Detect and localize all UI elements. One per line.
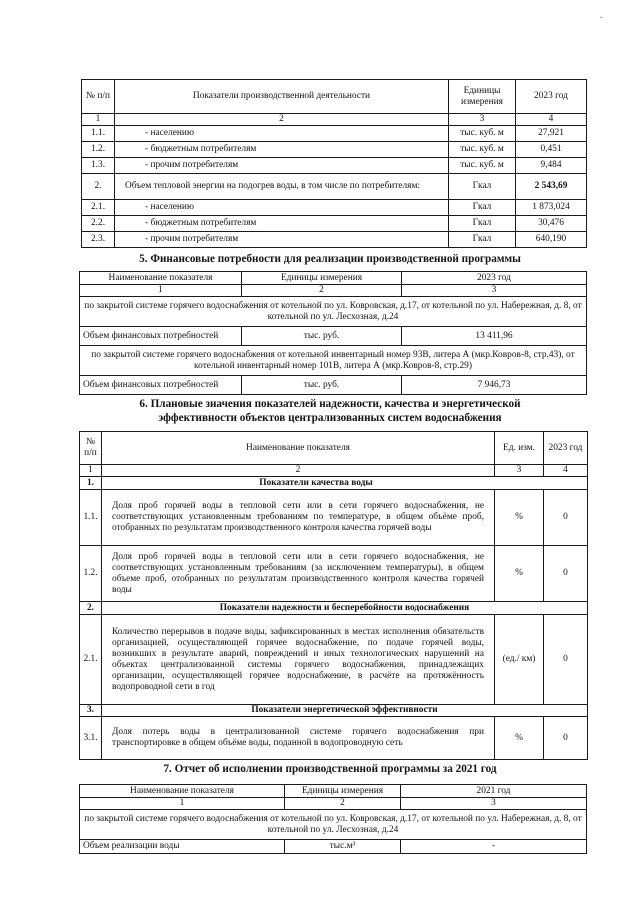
row-unit: тыс. куб. м: [449, 158, 516, 174]
reliability-indicators-table: [79, 431, 588, 760]
row-name: Объем финансовых потребностей: [80, 327, 242, 346]
table-row: [82, 200, 587, 216]
program-report-table: [79, 784, 587, 854]
row-name: - населению: [115, 126, 449, 142]
table-row: [82, 142, 587, 158]
index-cell: 3: [401, 798, 587, 810]
row-value: 30,476: [516, 216, 587, 232]
row-name: Объем финансовых потребностей: [80, 376, 242, 395]
index-cell: 2: [242, 285, 402, 297]
row-num: 1.1.: [82, 126, 115, 142]
category-num: 1.: [80, 477, 102, 490]
table-row: [82, 216, 587, 232]
category-title: Показатели энергетической эффективности: [102, 705, 588, 717]
category-title: Показатели качества воды: [102, 477, 588, 490]
row-num: 2.3.: [82, 232, 115, 248]
table-row: [80, 717, 588, 760]
col-header-year: 2021 год: [401, 785, 587, 798]
row-value: 0: [544, 615, 588, 705]
row-num: 2.1.: [82, 200, 115, 216]
row-unit: тыс. руб.: [242, 327, 402, 346]
row-num: 1.1.: [80, 490, 102, 546]
index-cell: 3: [495, 465, 544, 477]
row-unit: %: [495, 546, 544, 602]
table-row: [80, 376, 587, 395]
row-value: 27,921: [516, 126, 587, 142]
index-cell: 4: [516, 114, 587, 126]
table-row: [82, 174, 587, 200]
row-unit: тыс. куб. м: [449, 126, 516, 142]
row-name: Объем тепловой энергии на подогрев воды, в том числе по потребителям:: [115, 174, 449, 200]
row-num: 2.: [82, 174, 115, 200]
col-header-unit: Единицы измерения: [242, 272, 402, 285]
col-header-name: Наименование показателя: [102, 432, 495, 465]
index-cell: 2: [285, 798, 401, 810]
category-num: 2.: [80, 602, 102, 615]
row-unit: Гкал: [449, 232, 516, 248]
financial-needs-table: [79, 271, 587, 395]
row-num: 2.2.: [82, 216, 115, 232]
row-unit: тыс. куб. м: [449, 142, 516, 158]
table-row: [80, 327, 587, 346]
row-unit: %: [495, 490, 544, 546]
row-unit: тыс.м³: [285, 840, 401, 854]
row-name: - прочим потребителям: [115, 232, 449, 248]
row-value: 0: [544, 546, 588, 602]
col-header-unit: Ед. изм.: [495, 432, 544, 465]
row-name: - бюджетным потребителям: [115, 216, 449, 232]
row-unit: Гкал: [449, 200, 516, 216]
table-row: [80, 490, 588, 546]
section-5-title: 5. Финансовые потребности для реализации производственной программы: [139, 253, 521, 265]
index-cell: 3: [402, 285, 587, 297]
row-name: Доля потерь воды в централизованной системе горячего водоснабжения при транспортировке в общем объёме воды, поданной в водопроводную сеть: [102, 717, 495, 760]
row-value: -: [401, 840, 587, 854]
group-heading: по закрытой системе горячего водоснабжения от котельной по ул. Ковровская, д.17, от котельной по ул. Набережная, д. 8, от котельной по ул. Лесхозная, д.24: [80, 810, 587, 840]
col-header-year: 2023 год: [516, 80, 587, 114]
index-cell: 1: [80, 285, 242, 297]
row-name: Объем реализации воды: [80, 840, 285, 854]
row-num: 1.2.: [80, 546, 102, 602]
row-num: 2.1.: [80, 615, 102, 705]
col-header-name: Наименование показателя: [80, 272, 242, 285]
col-header-num: № п/п: [82, 80, 115, 114]
row-value: 0: [544, 490, 588, 546]
row-unit: (ед./ км): [495, 615, 544, 705]
group-heading: по закрытой системе горячего водоснабжения от котельной инвентарный номер 93В, литера А (мкр.Ковров-8, стр.43), от котельной инвентарный номер 101В, литера А (мкр.Ковров-8, стр.29): [80, 346, 587, 376]
row-value: 2 543,69: [516, 174, 587, 200]
index-cell: 2: [102, 465, 495, 477]
row-name: Доля проб горячей воды в тепловой сети или в сети горячего водоснабжения, не соответствующих установленным требованиям (за исключением температуры), в общем объеме проб, отобранных по результатам производственного контроля качества горячей воды: [102, 546, 495, 602]
index-cell: 4: [544, 465, 588, 477]
group-heading: по закрытой системе горячего водоснабжения от котельной по ул. Ковровская, д.17, от котельной по ул. Набережная, д. 8, от котельной по ул. Лесхозная, д.24: [80, 297, 587, 327]
table-row: [80, 840, 587, 854]
row-unit: Гкал: [449, 216, 516, 232]
col-header-unit: Единицы измерения: [449, 80, 516, 114]
row-value: 0: [544, 717, 588, 760]
row-value: 1 873,024: [516, 200, 587, 216]
scan-mark: -: [600, 12, 603, 22]
section-6-title-line-1: 6. Плановые значения показателей надежности, качества и энергетической: [139, 398, 521, 410]
row-unit: Гкал: [449, 174, 516, 200]
section-7-title: 7. Отчет об исполнении производственной программы за 2021 год: [163, 763, 497, 775]
index-cell: 3: [449, 114, 516, 126]
row-unit: %: [495, 717, 544, 760]
row-value: 9,484: [516, 158, 587, 174]
row-value: 13 411,96: [402, 327, 587, 346]
col-header-year: 2023 год: [544, 432, 588, 465]
row-unit: тыс. руб.: [242, 376, 402, 395]
col-header-year: 2023 год: [402, 272, 587, 285]
table-row: [82, 232, 587, 248]
index-cell: 1: [80, 798, 285, 810]
col-header-num: № п/п: [80, 432, 102, 465]
table-row: [82, 158, 587, 174]
row-name: - прочим потребителям: [115, 158, 449, 174]
row-name: Количество перерывов в подаче воды, зафиксированных в местах исполнения обязательств организацией, осуществляющей горячее водоснабжение, по подаче горячей воды, возникших в результате аварий, повреждений и иных технологических нарушений на объектах централизованной системы горячего водоснабжения, принадлежащих организации, осуществляющей горячее водоснабжение, в расчёте на протяжённость водопроводной сети в год: [102, 615, 495, 705]
col-header-name: Наименование показателя: [80, 785, 285, 798]
row-num: 1.3.: [82, 158, 115, 174]
section-6-title-line-2: эффективности объектов централизованных систем водоснабжения: [158, 412, 502, 424]
row-num: 1.2.: [82, 142, 115, 158]
index-cell: 2: [115, 114, 449, 126]
table-row: [80, 546, 588, 602]
production-indicators-table: [81, 79, 587, 248]
row-name: - бюджетным потребителям: [115, 142, 449, 158]
row-value: 7 946,73: [402, 376, 587, 395]
table-row: [82, 126, 587, 142]
row-num: 3.1.: [80, 717, 102, 760]
category-num: 3.: [80, 705, 102, 717]
category-title: Показатели надежности и бесперебойности водоснабжения: [102, 602, 588, 615]
index-cell: 1: [80, 465, 102, 477]
index-cell: 1: [82, 114, 115, 126]
row-name: - населению: [115, 200, 449, 216]
row-value: 640,190: [516, 232, 587, 248]
col-header-name: Показатели производственной деятельности: [115, 80, 449, 114]
row-value: 0,451: [516, 142, 587, 158]
table-row: [80, 615, 588, 705]
row-name: Доля проб горячей воды в тепловой сети или в сети горячего водоснабжения, не соответствующих установленным требованиям по температуре, в общем объёме проб, отобранных по результатам производственного контроля качества горячей воды: [102, 490, 495, 546]
col-header-unit: Единицы измерения: [285, 785, 401, 798]
